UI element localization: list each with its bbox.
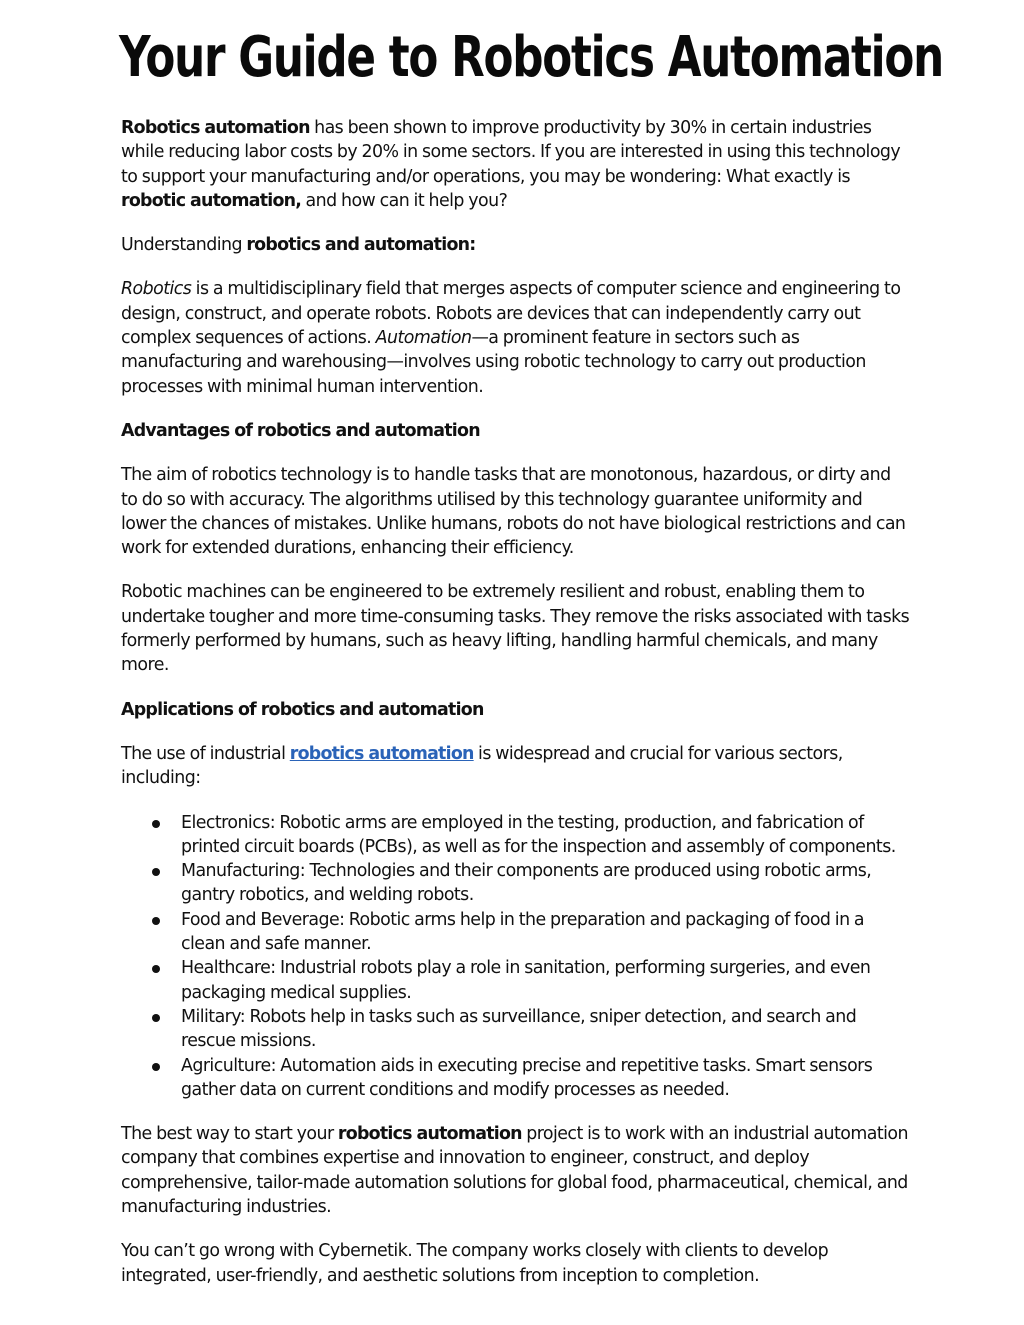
list-item-food-beverage — [121, 908, 911, 957]
applications-intro-text-2: is widespread and crucial for various sectors, including: — [121, 743, 843, 789]
intro-bold-term-2: robotic automation, — [121, 190, 302, 211]
best-way-text-2: project is to work with an industrial automation company that combines expertise and innovation to engineer, construct, and deploy comprehensive, tailor-made automation solutions for global food, pharmaceutical, chemical, and manufacturing industries. — [121, 1124, 908, 1217]
closing-paragraph: You can’t go wrong with Cybernetik. The company works closely with clients to develop integrated, user-friendly, and aesthetic solutions from inception to completion. — [121, 1241, 829, 1286]
intro-paragraph — [121, 116, 911, 213]
bullet-icon — [152, 1063, 160, 1071]
applications-heading-text: Applications of robotics and automation — [121, 699, 484, 720]
robotics-term: Robotics — [121, 279, 192, 300]
list-item-text: Food and Beverage: Robotic arms help in the preparation and packaging of food in a clean and safe manner. — [181, 909, 865, 955]
list-item-healthcare — [121, 956, 911, 1005]
intro-bold-term: Robotics automation — [121, 118, 310, 138]
list-item-agriculture — [121, 1054, 911, 1103]
applications-intro — [121, 742, 911, 791]
understanding-text: Understanding — [121, 235, 247, 256]
advantages-heading — [121, 419, 911, 443]
best-way-paragraph — [121, 1122, 911, 1219]
advantages-heading-text: Advantages of robotics and automation — [121, 420, 480, 441]
applications-list — [121, 811, 911, 1103]
automation-term: Automation — [375, 328, 472, 349]
bullet-icon — [152, 868, 160, 876]
bullet-icon — [152, 965, 160, 973]
list-item-electronics — [121, 811, 911, 860]
list-item-text: Electronics: Robotic arms are employed in the testing, production, and fabrication of printed circuit boards (PCBs), as well as for the inspection and assembly of components. — [181, 812, 896, 857]
applications-intro-text: The use of industrial — [121, 743, 290, 764]
list-item-text: Healthcare: Industrial robots play a role in sanitation, performing surgeries, and even packaging medical supplies. — [181, 958, 871, 1003]
understanding-paragraph — [121, 233, 911, 257]
definition-text: is a multidisciplinary field that merges aspects of computer science and engineering to design, construct, and operate robots. Robots are devices that can independently carry out complex sequences of actions. — [121, 279, 901, 349]
applications-heading — [121, 698, 911, 722]
page-title: Your Guide to Robotics Automation — [119, 25, 944, 90]
definition-text-2: —a prominent feature in sectors such as manufacturing and warehousing—involves using robotic technology to carry out production processes with minimal human intervention. — [121, 328, 866, 397]
bullet-icon — [152, 1014, 160, 1022]
advantages-paragraph-2: Robotic machines can be engineered to be extremely resilient and robust, enabling them to undertake tougher and more time-consuming tasks. They remove the risks associated with tasks formerly performed by humans, such as heavy lifting, handling harmful chemicals, and many more. — [121, 582, 910, 676]
robotics-automation-link[interactable]: robotics automation — [289, 743, 474, 764]
list-item-text: Agriculture: Automation aids in executing precise and repetitive tasks. Smart sensors gather data on current conditions and modify processes as needed. — [181, 1055, 873, 1100]
advantages-paragraph-1: The aim of robotics technology is to handle tasks that are monotonous, hazardous, or dirty and to do so with accuracy. The algorithms utilised by this technology guarantee uniformity and lower the chances of mistakes. Unlike humans, robots do not have biological restrictions and can work for extended durations, enhancing their efficiency. — [121, 465, 906, 559]
intro-text: has been shown to improve productivity by 30% in certain industries while reducing labor costs by 20% in some sectors. If you are interested in using this technology to support your manufacturing and/or operations, you may be wondering: What exactly is — [121, 118, 901, 187]
document-page — [119, 22, 944, 1308]
intro-text-2: and how can it help you? — [301, 190, 508, 211]
list-item-text: Military: Robots help in tasks such as surveillance, sniper detection, and search and rescue missions. — [181, 1006, 857, 1052]
list-item-manufacturing — [121, 859, 911, 908]
definition-paragraph — [121, 277, 911, 398]
list-item-text: Manufacturing: Technologies and their components are produced using robotic arms, gantry robotics, and welding robots. — [181, 861, 872, 906]
understanding-bold: robotics and automation: — [246, 235, 476, 256]
bullet-icon — [152, 820, 160, 828]
best-way-text: The best way to start your — [121, 1124, 338, 1145]
bullet-icon — [152, 917, 160, 925]
best-way-bold: robotics automation — [337, 1124, 522, 1145]
list-item-military — [121, 1005, 911, 1054]
